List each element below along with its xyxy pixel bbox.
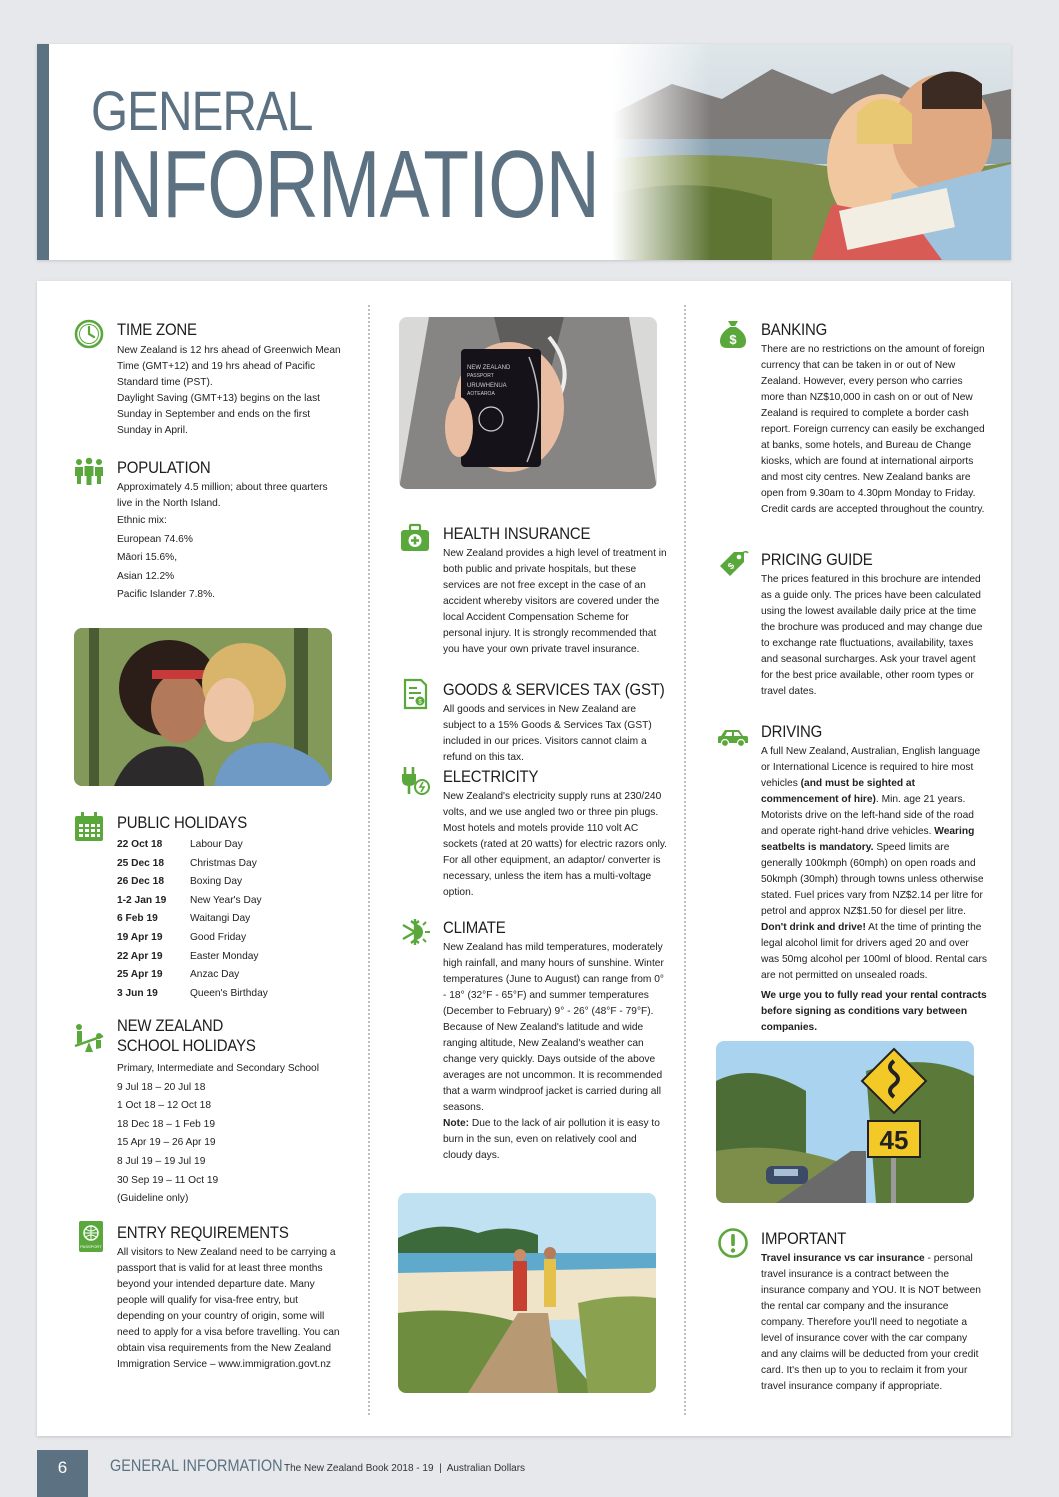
content-panel — [37, 281, 1011, 1436]
holiday-date: 25 Apr 19 — [117, 969, 163, 981]
beach-couple-photo — [398, 1193, 656, 1393]
ethnic-mix-line: Māori 15.6%, — [117, 552, 178, 564]
school-holidays-title-line2: SCHOOL HOLIDAYS — [117, 1036, 256, 1055]
climate-text: New Zealand has mild temperatures, moderately high rainfall, and many hours of sunshine. Winter temperatures (June to August) can range from 0° - 18° (32°F - 65°F) and summer temperatures (December to February) 9° - 26° (48°F - 79°F). Because of New Zealand's latitude and wide ranging altitude, New Zealand's weather can change very quickly. Days outside of the above averages are not uncommon. It is recommended that a warm windproof jacket is carried during all seasons. — [443, 942, 664, 1113]
banking-text: There are no restrictions on the amount of foreign currency that can be taken in or out of New Zealand. However, every person who carries more than NZ$10,000 in cash on or out of New Zealand is required to complete a border cash report. Foreign currency can easily be exchanged at banks, some hotels, and Bureau de Change kiosks, which are found at international airports and most city centres. New Zealand banks are open from 9.30am to 4.30pm Monday to Friday. Credit cards are accepted throughout the country. — [761, 344, 985, 515]
public-holidays-title: PUBLIC HOLIDAYS — [117, 813, 248, 832]
time-zone-text: New Zealand is 12 hrs ahead of Greenwich Mean Time (GMT+12) and 19 hrs ahead of Pacific Standard time (PST). — [117, 345, 341, 388]
holiday-row — [117, 910, 337, 929]
passport-text-line: PASSPORT — [467, 373, 494, 379]
school-holidays-title-line1: NEW ZEALAND — [117, 1016, 224, 1035]
holiday-date: 26 Dec 18 — [117, 876, 165, 888]
holiday-name: Waitangi Day — [190, 913, 251, 925]
title-general: GENERAL — [91, 79, 313, 142]
climate-note-text: Due to the lack of air pollution it is easy to burn in the sun, even on relatively cool and cloudy days. — [443, 1118, 660, 1161]
daylight-saving-text: Daylight Saving (GMT+13) begins on the last Sunday in September and ends on the first Sunday in April. — [117, 393, 321, 436]
electricity-title: ELECTRICITY — [443, 767, 539, 786]
pricing-guide-title: PRICING GUIDE — [761, 550, 873, 569]
holiday-row — [117, 929, 337, 948]
population-intro: Approximately 4.5 million; about three quarters live in the North Island. — [117, 482, 328, 509]
holiday-date: 25 Dec 18 — [117, 857, 165, 869]
page-number: 6 — [37, 1450, 88, 1497]
holiday-name: Christmas Day — [190, 857, 257, 869]
first-aid-kit-icon — [399, 522, 431, 554]
pricing-guide-text: The prices featured in this brochure are intended as a guide only. The prices have been calculated using the lowest available daily price at the time the brochure was produced and may change due to exchange rate fluctuations, availability, taxes and seasonal surcharges. Ask your travel agent for the best price available, other room types or travel dates. — [761, 574, 983, 697]
important-text: Travel insurance vs car insurance - personal travel insurance is a contract between the insurance company and YOU. It is NOT between the rental car company and the insurance company. Therefore you'll need to negotiate a level of insurance cover with the car company and any claims will be deducted from your credit card. It's then up to you to reclaim it from your travel insurance company if appropriate. — [761, 1253, 981, 1392]
svg-text:$: $ — [725, 560, 737, 572]
passport-text-line: NEW ZEALAND — [467, 365, 511, 371]
passport-icon — [77, 1221, 107, 1253]
people-icon — [73, 456, 105, 488]
holiday-name: New Year's Day — [190, 894, 262, 906]
column-divider — [368, 305, 370, 1415]
ethnic-mix-line: Asian 12.2% — [117, 570, 175, 582]
holiday-name: Easter Monday — [190, 950, 259, 962]
holiday-name: Labour Day — [190, 839, 243, 850]
school-holiday-line: (Guideline only) — [117, 1193, 189, 1205]
school-holiday-line: 30 Sep 19 – 11 Oct 19 — [117, 1174, 219, 1186]
svg-text:$: $ — [418, 699, 422, 706]
footer-book-info: The New Zealand Book 2018 - 19 | Australian Dollars — [284, 1463, 526, 1474]
entry-requirements-title: ENTRY REQUIREMENTS — [117, 1223, 289, 1242]
holiday-date: 22 Apr 19 — [117, 950, 163, 962]
gst-title: GOODS & SERVICES TAX (GST) — [443, 680, 665, 699]
ethnic-mix-line: Pacific Islander 7.8%. — [117, 589, 215, 601]
holiday-date: 3 Jun 19 — [117, 987, 158, 999]
price-tag-icon — [717, 548, 749, 580]
exclamation-icon — [717, 1227, 749, 1259]
school-holiday-line: 18 Dec 18 – 1 Feb 19 — [117, 1118, 215, 1130]
driving-title: DRIVING — [761, 722, 823, 741]
hongi-greeting-photo — [74, 628, 332, 786]
sun-snowflake-icon — [399, 916, 431, 948]
important-title: IMPORTANT — [761, 1229, 847, 1248]
car-icon — [717, 720, 749, 752]
passport-in-hand-photo — [399, 317, 657, 489]
clock-icon — [73, 318, 105, 350]
ethnic-mix-line: Ethnic mix: — [117, 515, 167, 526]
seesaw-icon — [73, 1022, 105, 1054]
passport-icon-label: PASSPORT — [80, 1244, 102, 1249]
school-holiday-line: 1 Oct 18 – 12 Oct 18 — [117, 1100, 212, 1112]
couple-with-map-photo — [612, 44, 1011, 260]
entry-requirements-text: All visitors to New Zealand need to be carrying a passport that is valid for at least three months beyond your intended departure date. Many people will qualify for visa-free entry, but depending on your country of origin, some will need to apply for a visa before travelling. You can obtain visa requirements from the New Zealand Immigration Service – www.immigration.govt.nz — [117, 1247, 340, 1370]
speed-sign-number: 45 — [879, 1125, 909, 1155]
banking-title: BANKING — [761, 320, 828, 339]
column-divider — [684, 305, 686, 1415]
school-holiday-line: 8 Jul 19 – 19 Jul 19 — [117, 1155, 206, 1167]
passport-text-line: AOTEAROA — [467, 391, 495, 397]
holiday-row — [117, 855, 337, 874]
holiday-name: Anzac Day — [190, 969, 240, 981]
school-holiday-line: 9 Jul 18 – 20 Jul 18 — [117, 1081, 206, 1093]
holiday-row — [117, 892, 337, 911]
holiday-date: 19 Apr 19 — [117, 931, 163, 943]
ethnic-mix-line: European 74.6% — [117, 533, 193, 545]
holiday-name: Queen's Birthday — [190, 987, 268, 999]
population-title: POPULATION — [117, 458, 211, 477]
road-sign-photo — [716, 1041, 974, 1203]
holiday-row — [117, 966, 337, 985]
climate-note-label: Note: — [443, 1118, 470, 1129]
plug-icon — [399, 765, 431, 797]
electricity-text: New Zealand's electricity supply runs at 230/240 volts, and we use angled two or three pin plugs. Most hotels and motels provide 110 volt AC sockets (rated at 20 watts) for electric razors only. For all other equipment, an adaptor/ converter is necessary, unless the item has a multi-voltage option. — [443, 791, 668, 898]
holiday-row — [117, 873, 337, 892]
time-zone-title: TIME ZONE — [117, 320, 197, 339]
health-insurance-text: New Zealand provides a high level of treatment in both public and private hospitals, but these services are not free except in the case of an accident whereby visitors are covered under the local Accident Compensation Scheme for personal injury. It is strongly recommended that you have your own private travel insurance. — [443, 548, 667, 655]
health-insurance-title: HEALTH INSURANCE — [443, 524, 591, 543]
holiday-row — [117, 948, 337, 967]
holiday-date: 6 Feb 19 — [117, 913, 158, 925]
passport-text-line: URUWHENUA — [467, 383, 507, 389]
calendar-icon — [73, 811, 105, 843]
banner-accent-bar — [37, 44, 49, 260]
header-banner — [37, 44, 1011, 260]
holiday-row — [117, 985, 337, 1004]
title-information: INFORMATION — [89, 131, 599, 238]
driving-urge-text: We urge you to fully read your rental contracts before signing as conditions vary between companies. — [761, 990, 987, 1033]
gst-text: All goods and services in New Zealand are subject to a 15% Goods & Services Tax (GST) included in our prices. Visitors cannot claim a refund on this tax. — [443, 704, 652, 763]
holiday-name: Boxing Day — [190, 876, 243, 888]
driving-text: A full New Zealand, Australian, English language or International Licence is required to hire most vehicles (and must be sighted at commencement of hire). Min. age 21 years. Motorists drive on the left-hand side of the road and operate right-hand drive vehicles. Wearing seatbelts is mandatory. Speed limits are generally 100kmph (60mph) on open roads and 50kmph (30mph) through towns unless otherwise stated. Fuel prices vary from NZ$2.14 per litre for petrol and approx NZ$1.50 for diesel per litre. Don't drink and drive! At the time of printing the legal alcohol limit for drivers aged 20 and over was 50mg alcohol per 100ml of blood. Rental cars are not permitted on unsealed roads. — [761, 746, 987, 981]
holiday-date: 1-2 Jan 19 — [117, 894, 167, 906]
svg-text:$: $ — [729, 332, 737, 347]
money-bag-icon — [717, 318, 749, 350]
holiday-date: 22 Oct 18 — [117, 839, 163, 850]
holiday-row — [117, 836, 337, 855]
climate-title: CLIMATE — [443, 918, 506, 937]
holiday-name: Good Friday — [190, 931, 247, 943]
school-holiday-line: Primary, Intermediate and Secondary School — [117, 1063, 319, 1074]
receipt-icon — [399, 678, 431, 710]
school-holiday-line: 15 Apr 19 – 26 Apr 19 — [117, 1137, 216, 1149]
footer-section-title: GENERAL INFORMATION — [110, 1456, 283, 1475]
